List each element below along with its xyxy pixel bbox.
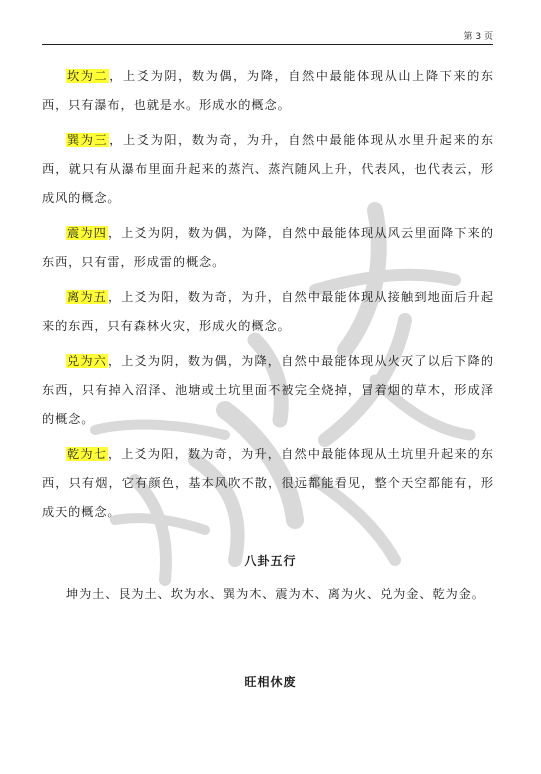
trigram-term: 乾为七 [67,447,107,461]
main-content [42,62,494,533]
paragraph-qian [42,440,494,527]
trigram-term: 巽为三 [67,133,109,147]
section-title-bagua-wuxing: 八卦五行 [244,554,297,568]
paragraph-text: ，上爻为阴，数为偶，为降，自然中最能体现从风云里面降下来的东西，只有雷，形成雷的概念。 [42,226,494,269]
paragraph-text: ，上爻为阴，数为偶，为降，自然中最能体现从火灭了以后下降的东西，只有掉入沼泽、池塘或土坑里面不被完全烧掉，冒着烟的草木，形成泽的概念。 [42,354,494,426]
section-title-wangxiang: 旺相休废 [244,675,297,689]
paragraph-kan [42,62,494,120]
paragraph-text: ，上爻为阳，数为奇，为升，自然中最能体现从水里升起来的东西，就只有从瀑布里面升起来的蒸汽、蒸汽随风上升，代表风，也代表云，形成风的概念。 [42,133,494,205]
paragraph-dui [42,347,494,434]
trigram-term: 坎为二 [67,69,109,83]
page-number: 第 3 页 [463,32,493,42]
paragraph-text: ，上爻为阳，数为奇，为升，自然中最能体现从接触到地面后升起来的东西，只有森林火灾，形成火的概念。 [42,290,494,333]
trigram-term: 离为五 [67,290,107,304]
paragraph-text: ，上爻为阴，数为偶，为降，自然中最能体现从山上降下来的东西，只有瀑布，也就是水。形成水的概念。 [42,69,494,112]
bagua-wuxing-line: 坤为土、艮为土、坎为水、巽为木、震为木、离为火、兑为金、乾为金。 [66,587,485,601]
page-header [42,32,493,45]
paragraph-li [42,283,494,341]
trigram-term: 震为四 [67,226,107,240]
trigram-term: 兑为六 [67,354,107,368]
paragraph-xun [42,126,494,213]
paragraph-text: ，上爻为阳，数为奇，为升，自然中最能体现从土坑里升起来的东西，只有烟，它有颜色，基本风吹不散，很远都能看见，整个天空都能有，形成天的概念。 [42,447,494,519]
paragraph-zhen [42,219,494,277]
